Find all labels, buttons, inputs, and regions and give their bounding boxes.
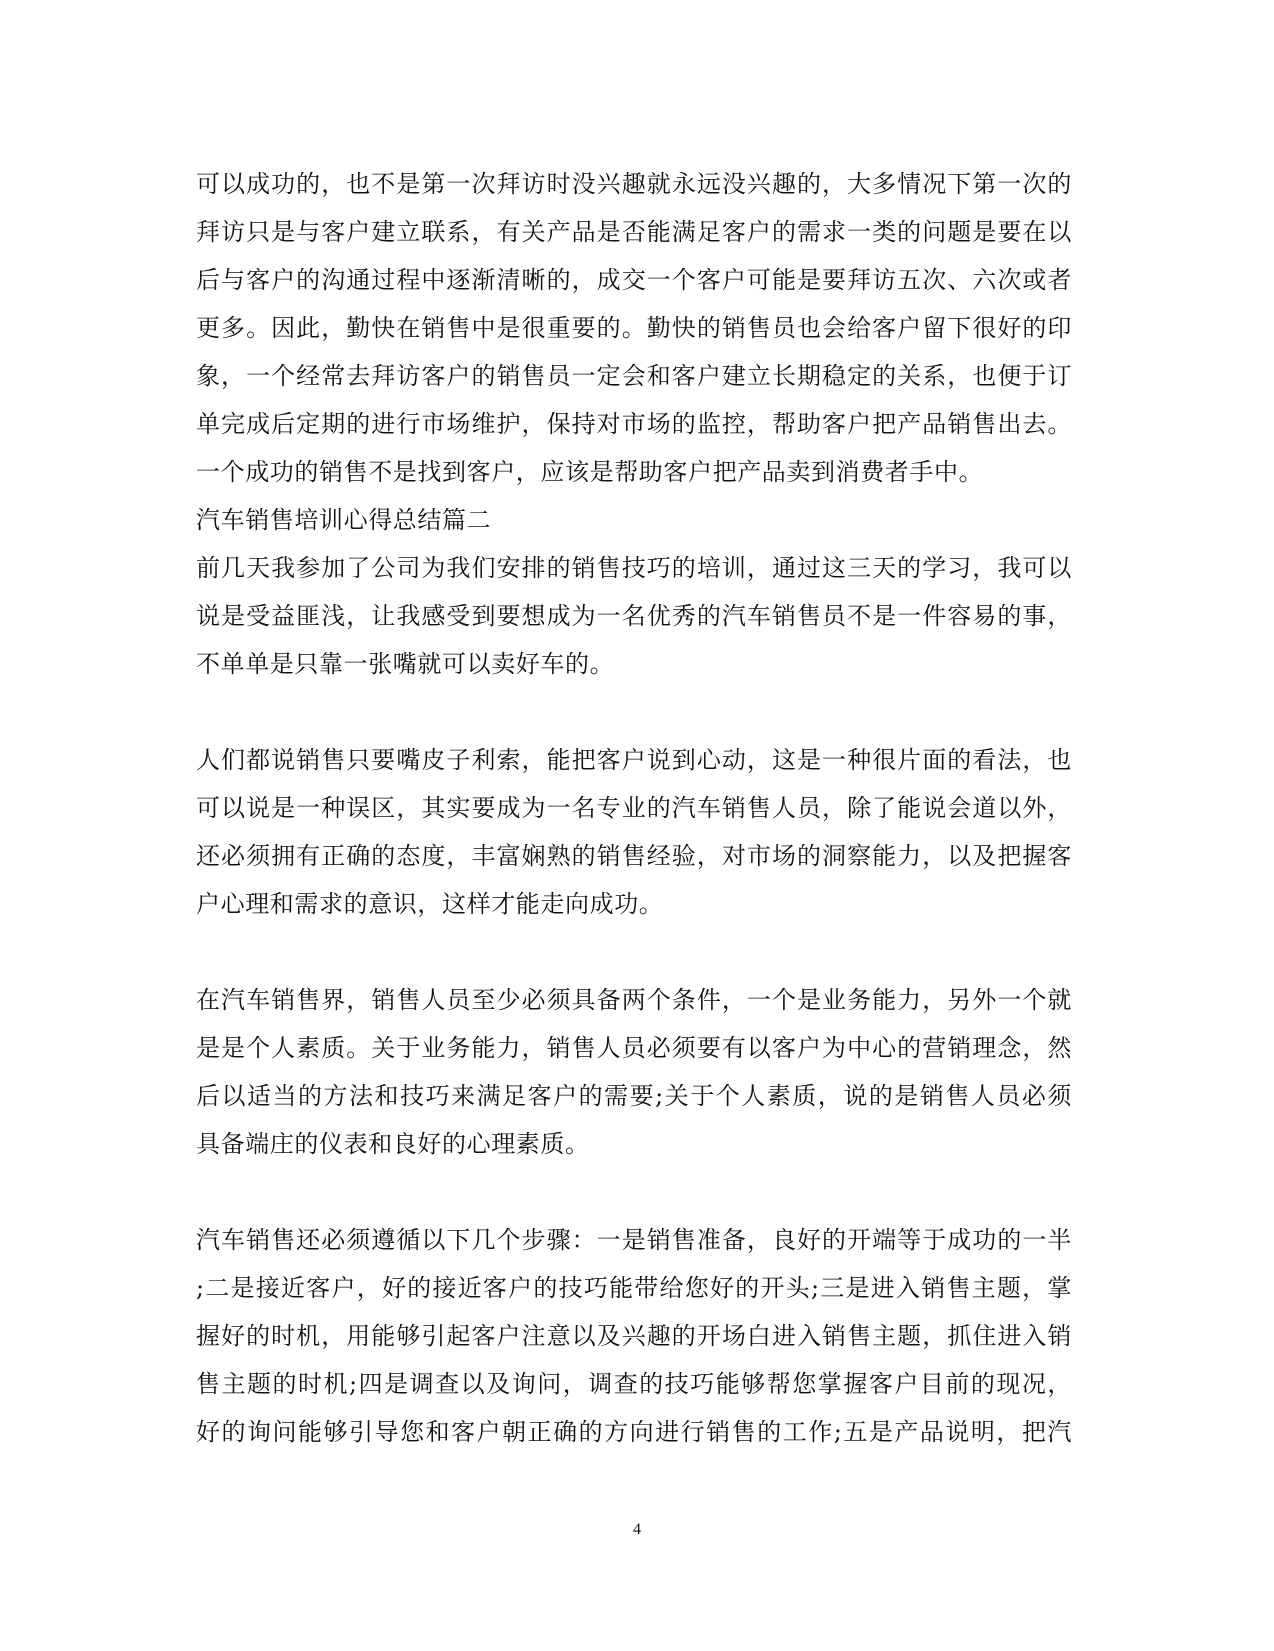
text-line: 售主题的时机;四是调查以及询问，调查的技巧能够帮您掌握客户目前的现况， <box>196 1370 1072 1398</box>
text-line: 说是受益匪浅，让我感受到要想成为一名优秀的汽车销售员不是一件容易的事， <box>196 602 1072 630</box>
text-line: 在汽车销售界，销售人员至少必须具备两个条件，一个是业务能力，另外一个就 <box>196 986 1072 1014</box>
text-line: 可以说是一种误区，其实要成为一名专业的汽车销售人员，除了能说会道以外， <box>196 794 1072 822</box>
text-line: 单完成后定期的进行市场维护，保持对市场的监控，帮助客户把产品销售出去。 <box>196 410 1072 438</box>
text-line: 户心理和需求的意识，这样才能走向成功。 <box>196 890 664 918</box>
text-line: 不单单是只靠一张嘴就可以卖好车的。 <box>196 650 615 678</box>
text-line: 后以适当的方法和技巧来满足客户的需要;关于个人素质，说的是销售人员必须 <box>196 1082 1072 1110</box>
text-line: 汽车销售还必须遵循以下几个步骤：一是销售准备，良好的开端等于成功的一半 <box>196 1226 1072 1254</box>
paragraph-gap <box>196 688 1072 736</box>
paragraph-gap <box>196 928 1072 976</box>
text-line: 好的询问能够引导您和客户朝正确的方向进行销售的工作;五是产品说明，把汽 <box>196 1418 1072 1446</box>
text-line: 可以成功的，也不是第一次拜访时没兴趣就永远没兴趣的，大多情况下第一次的 <box>196 170 1072 198</box>
paragraph-1 <box>196 160 1072 496</box>
text-line: 具备端庄的仪表和良好的心理素质。 <box>196 1130 590 1158</box>
body-text <box>196 160 1072 1456</box>
paragraph-3 <box>196 736 1072 928</box>
text-line: 前几天我参加了公司为我们安排的销售技巧的培训，通过这三天的学习，我可以 <box>196 554 1072 582</box>
heading-text: 汽车销售培训心得总结篇二 <box>196 506 492 534</box>
text-line: ;二是接近客户，好的接近客户的技巧能带给您好的开头;三是进入销售主题，掌 <box>196 1274 1072 1302</box>
paragraph-5 <box>196 1216 1072 1456</box>
text-line: 还必须拥有正确的态度，丰富娴熟的销售经验，对市场的洞察能力，以及把握客 <box>196 842 1072 870</box>
paragraph-4 <box>196 976 1072 1168</box>
text-line: 握好的时机，用能够引起客户注意以及兴趣的开场白进入销售主题，抓住进入销 <box>196 1322 1072 1350</box>
text-line: 是是个人素质。关于业务能力，销售人员必须要有以客户为中心的营销理念，然 <box>196 1034 1072 1062</box>
text-line: 拜访只是与客户建立联系，有关产品是否能满足客户的需求一类的问题是要在以 <box>196 218 1072 246</box>
text-line: 一个成功的销售不是找到客户，应该是帮助客户把产品卖到消费者手中。 <box>196 458 984 486</box>
page-number: 4 <box>633 1521 641 1538</box>
text-line: 人们都说销售只要嘴皮子利索，能把客户说到心动，这是一种很片面的看法，也 <box>196 746 1072 774</box>
paragraph-2 <box>196 544 1072 688</box>
text-line: 后与客户的沟通过程中逐渐清晰的，成交一个客户可能是要拜访五次、六次或者 <box>196 266 1072 294</box>
text-line: 更多。因此，勤快在销售中是很重要的。勤快的销售员也会给客户留下很好的印 <box>196 314 1072 342</box>
paragraph-gap <box>196 1168 1072 1216</box>
text-line: 象，一个经常去拜访客户的销售员一定会和客户建立长期稳定的关系，也便于订 <box>196 362 1072 390</box>
section-heading <box>196 496 1072 544</box>
